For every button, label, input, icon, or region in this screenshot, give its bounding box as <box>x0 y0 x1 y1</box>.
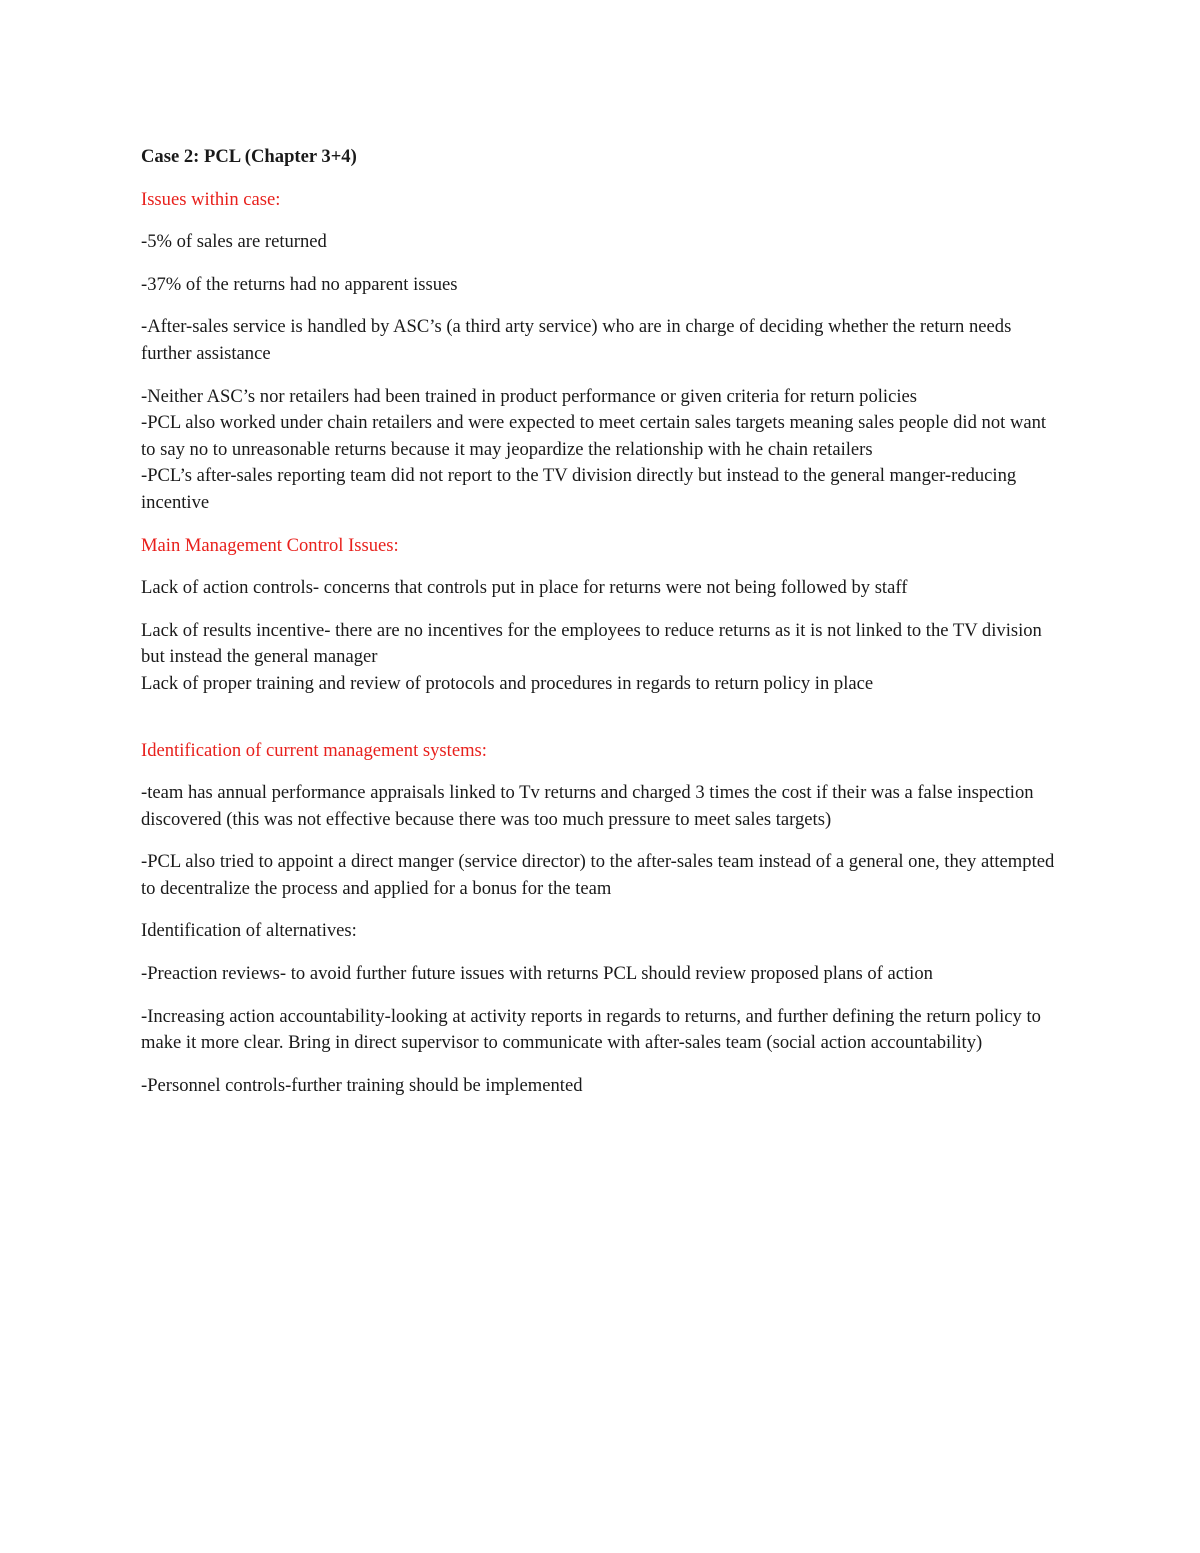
issue-item: -Neither ASC’s nor retailers had been trained in product performance or given criteria for return policies <box>141 385 917 407</box>
issue-item: -5% of sales are returned <box>141 231 327 253</box>
current-system-item: -team has annual performance appraisals linked to Tv returns and charged 3 times the cost if their was a false inspection discovered (this was not effective because there was too much pressure to meet sales targets) <box>141 782 1034 830</box>
issues-heading: Issues within case: <box>141 188 281 210</box>
issue-item: -PCL’s after-sales reporting team did not report to the TV division directly but instead to the general manger-reducing incentive <box>141 465 1017 513</box>
section-spacer <box>141 698 1056 738</box>
control-issues-heading: Main Management Control Issues: <box>141 534 399 556</box>
document-title: Case 2: PCL (Chapter 3+4) <box>141 146 357 167</box>
alternative-item: -Increasing action accountability-looking at activity reports in regards to returns, and further defining the return policy to make it more clear. Bring in direct supervisor to communicate with after-sales team (social action accountability) <box>141 1005 1041 1054</box>
control-issue-item: Lack of action controls- concerns that controls put in place for returns were not being followed by staff <box>141 577 908 599</box>
issue-item: -37% of the returns had no apparent issues <box>141 273 458 295</box>
control-issue-item: Lack of proper training and review of protocols and procedures in regards to return policy in place <box>141 672 874 694</box>
alternative-item: -Preaction reviews- to avoid further future issues with returns PCL should review proposed plans of action <box>141 963 933 985</box>
current-system-item: -PCL also tried to appoint a direct manger (service director) to the after-sales team instead of a general one, they attempted to decentralize the process and applied for a bonus for the team <box>141 851 1055 899</box>
alternatives-heading: Identification of alternatives: <box>141 920 357 942</box>
current-systems-heading: Identification of current management systems: <box>141 739 487 761</box>
control-issue-item: Lack of results incentive- there are no incentives for the employees to reduce returns as it is not linked to the TV division but instead the general manager <box>141 619 1042 668</box>
issue-item: -PCL also worked under chain retailers and were expected to meet certain sales targets meaning sales people did not want to say no to unreasonable returns because it may jeopardize the relationship with he chain retailers <box>141 412 1047 460</box>
alternative-item: -Personnel controls-further training should be implemented <box>141 1074 583 1096</box>
issue-item: -After-sales service is handled by ASC’s (a third arty service) who are in charge of deciding whether the return needs further assistance <box>141 316 1012 364</box>
document-page <box>141 144 1056 1115</box>
